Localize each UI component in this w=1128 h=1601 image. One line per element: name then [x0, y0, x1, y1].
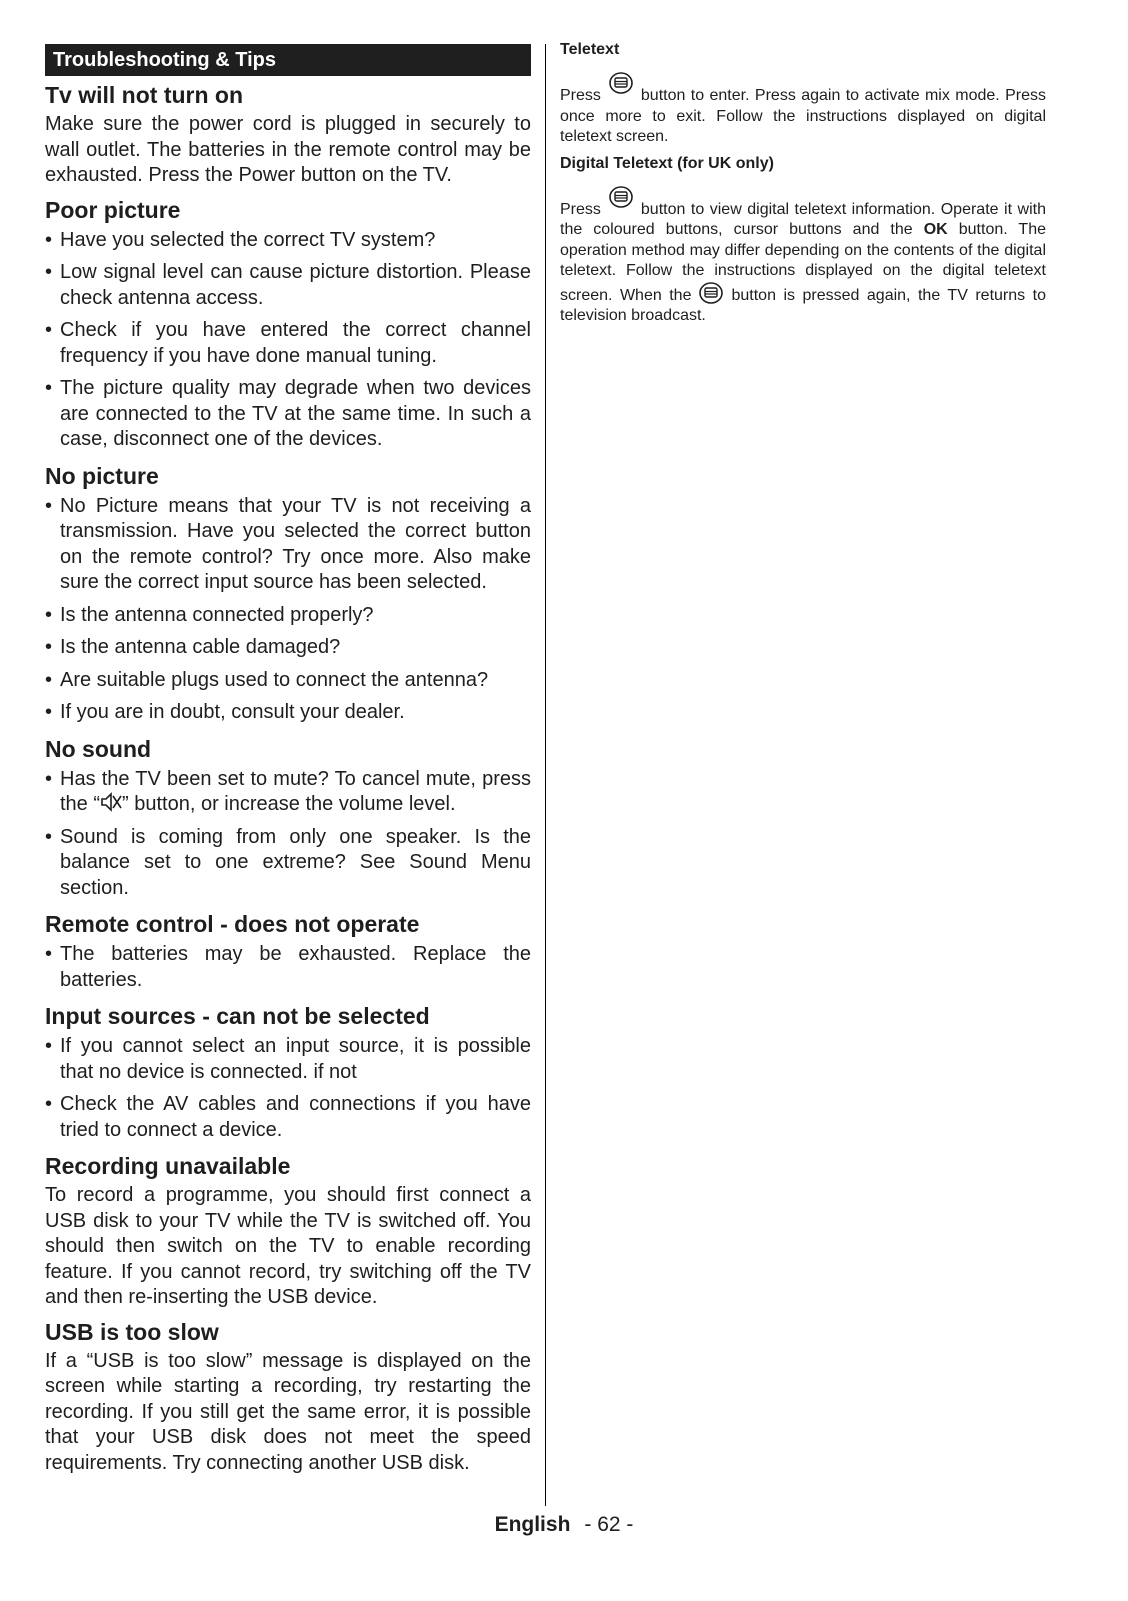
section-title: Recording unavailable [45, 1153, 291, 1179]
digital-teletext-text [560, 196, 1046, 327]
list-item: • Check the AV cables and connections if you have tried to connect a device. [45, 1092, 531, 1143]
right-column [560, 40, 1046, 333]
bullet-list [45, 1034, 531, 1143]
section-title: No picture [45, 462, 159, 489]
section-title: Input sources - can not be selected [45, 1003, 430, 1029]
section-text: To record a programme, you should first connect a USB disk to your TV while the TV is switched off. You should then switch on the TV to enable recording feature. If you cannot record, try switching off the TV and then re-inserting the USB device. [45, 1184, 531, 1308]
teletext-button-icon [609, 186, 633, 208]
section-text: Make sure the power cord is plugged in securely to wall outlet. The batteries in the remote control may be exhausted. Press the Power button on the TV. [45, 113, 531, 186]
section-usb-slow [45, 1317, 531, 1477]
teletext-description: button to enter. Press again to activate mix mode. Press once more to exit. Follow the instructions displayed on digital teletext screen. [560, 87, 1046, 145]
list-item: • No Picture means that your TV is not receiving a transmission. Have you selected the correct button on the remote control? Try once more. Also make sure the correct input source has been selected. [45, 494, 531, 596]
teletext-button-icon [609, 72, 633, 94]
section-title: Remote control - does not operate [45, 911, 420, 937]
section-text: If a “USB is too slow” message is displayed on the screen while starting a recording, try restarting the recording. If you still get the same error, it is possible that your USB disk does not meet the speed requirements. Try connecting another USB disk. [45, 1349, 531, 1474]
list-item: • The batteries may be exhausted. Replace the batteries. [45, 942, 531, 993]
page-number: - 62 - [584, 1513, 634, 1536]
section-banner: Troubleshooting & Tips [45, 44, 531, 76]
section-recording [45, 1151, 531, 1311]
list-item-text: Has the TV been set to mute? To cancel mute, press the “ [60, 767, 531, 815]
bullet-list [45, 494, 531, 726]
list-item: • Is the antenna connected properly? [45, 603, 531, 629]
list-item-text: ” button, or increase the volume level. [122, 793, 456, 815]
list-item [45, 767, 531, 818]
section-title: USB is too slow [45, 1318, 219, 1345]
digital-description-c: button is pressed again, the TV returns to television broadcast. [560, 286, 1046, 324]
ok-label: OK [923, 221, 948, 238]
press-label: Press [560, 87, 601, 104]
list-item: • Sound is coming from only one speaker. Is the balance set to one extreme? See Sound Menu section. [45, 825, 531, 902]
digital-description-b: button. The operation method may differ depending on the contents of the digital teletext. Follow the instructions displayed on the digital teletext screen. When the [560, 221, 1046, 304]
footer-language: English [494, 1513, 571, 1536]
column-divider [545, 44, 546, 1506]
section-no-picture [45, 461, 531, 726]
left-column [45, 44, 531, 1482]
list-item: • Are suitable plugs used to connect the antenna? [45, 668, 531, 694]
list-item: • The picture quality may degrade when two devices are connected to the TV at the same time. In such a case, disconnect one of the devices. [45, 376, 531, 453]
section-title: Tv will not turn on [45, 82, 244, 108]
list-item: • Is the antenna cable damaged? [45, 635, 531, 661]
digital-description-a: button to view digital teletext information. Operate it with the coloured buttons, cursor buttons and the [560, 200, 1046, 238]
list-item: • Have you selected the correct TV system? [45, 228, 531, 254]
list-item: • If you cannot select an input source, it is possible that no device is connected. if not [45, 1034, 531, 1085]
page-footer [0, 1512, 1128, 1538]
teletext-text [560, 82, 1046, 148]
list-item: • If you are in doubt, consult your dealer. [45, 700, 531, 726]
section-poor-picture [45, 195, 531, 453]
teletext-heading: Teletext [560, 41, 620, 58]
list-item: • Low signal level can cause picture distortion. Please check antenna access. [45, 260, 531, 311]
section-input [45, 1001, 531, 1143]
digital-teletext-heading: Digital Teletext (for UK only) [560, 154, 774, 172]
bullet-list [45, 942, 531, 993]
bullet-list [45, 228, 531, 453]
section-no-sound [45, 734, 531, 902]
section-title: Poor picture [45, 196, 181, 223]
section-title: No sound [45, 735, 152, 762]
section-tv-not-on [45, 80, 531, 189]
bullet-list [45, 767, 531, 902]
press-label: Press [560, 200, 601, 218]
list-item: • Check if you have entered the correct channel frequency if you have done manual tuning. [45, 318, 531, 369]
mute-icon [100, 792, 122, 812]
teletext-button-icon [699, 282, 723, 304]
section-remote [45, 909, 531, 993]
